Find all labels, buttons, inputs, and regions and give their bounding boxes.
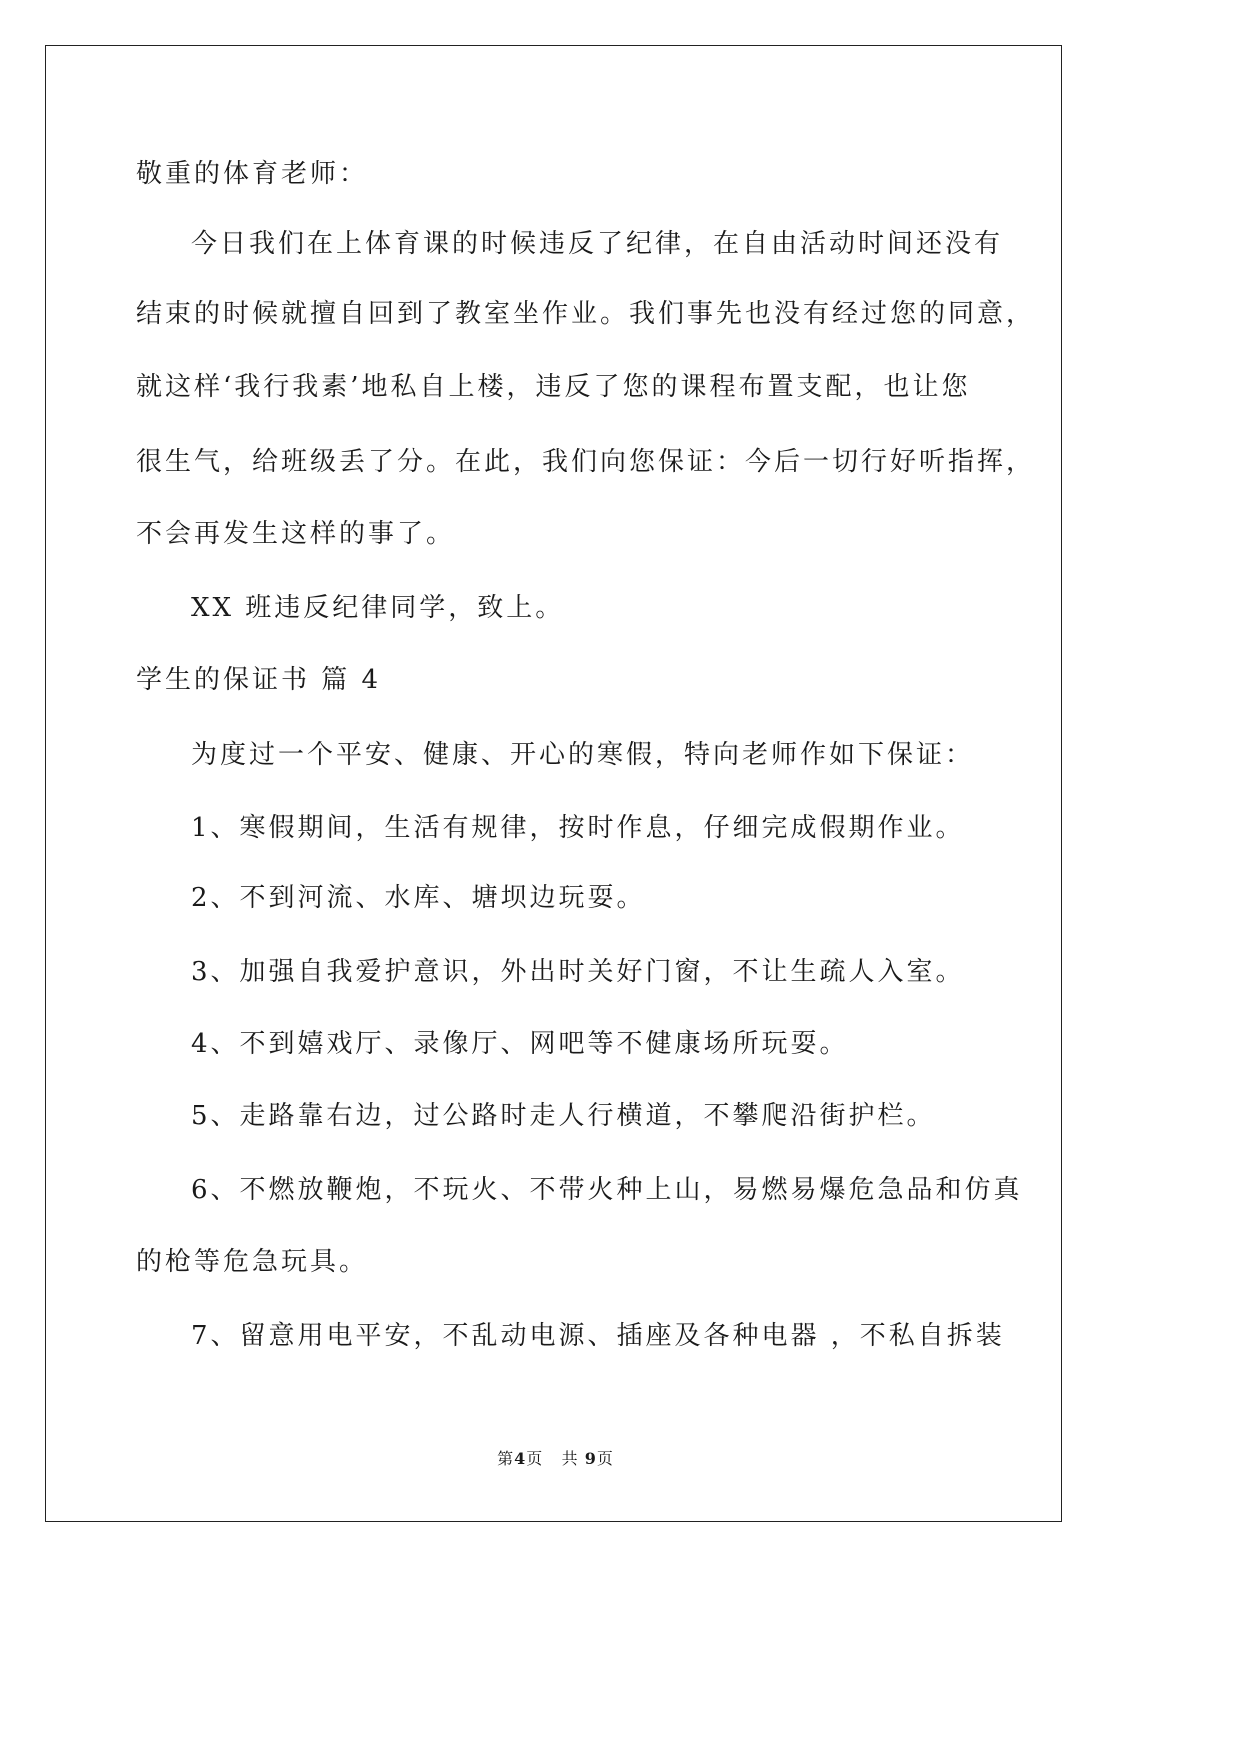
list-item: 3、加强自我爱护意识，外出时关好门窗，不让生疏人入室。 xyxy=(191,957,965,987)
paragraph-line: 今日我们在上体育课的时候违反了纪律，在自由活动时间还没有 xyxy=(191,229,1004,259)
salutation: 敬重的体育老师： xyxy=(136,159,369,189)
intro-line: 为度过一个平安、健康、开心的寒假，特向老师作如下保证： xyxy=(191,740,975,770)
page-suffix: 页 xyxy=(526,1449,544,1468)
total-suffix: 页 xyxy=(596,1449,614,1468)
signature-line: XX 班违反纪律同学，致上。 xyxy=(191,593,565,623)
paragraph-line: 不会再发生这样的事了。 xyxy=(136,519,456,549)
list-item-continuation: 的枪等危急玩具。 xyxy=(136,1247,369,1277)
list-item: 1、寒假期间，生活有规律，按时作息，仔细完成假期作业。 xyxy=(191,813,965,843)
list-item: 5、走路靠右边，过公路时走人行横道，不攀爬沿街护栏。 xyxy=(191,1101,936,1131)
page-border xyxy=(45,45,1062,1522)
page-prefix: 第 xyxy=(497,1449,515,1468)
paragraph-line: 结束的时候就擅自回到了教室坐作业。我们事先也没有经过您的同意， xyxy=(136,299,1036,329)
list-item: 2、不到河流、水库、塘坝边玩耍。 xyxy=(191,883,646,913)
total-pages: 9 xyxy=(584,1449,597,1468)
total-prefix: 共 xyxy=(561,1449,579,1468)
list-item: 7、留意用电平安，不乱动电源、插座及各种电器 ，不私自拆装 xyxy=(191,1321,1005,1351)
list-item: 4、不到嬉戏厅、录像厅、网吧等不健康场所玩耍。 xyxy=(191,1029,849,1059)
page-number: 4 xyxy=(514,1449,527,1468)
paragraph-line: 很生气，给班级丢了分。在此，我们向您保证：今后一切行好听指挥， xyxy=(136,447,1036,477)
page-footer xyxy=(0,1448,1111,1470)
section-title: 学生的保证书 篇 4 xyxy=(136,665,382,695)
paragraph-line: 就这样‘我行我素’地私自上楼，违反了您的课程布置支配，也让您 xyxy=(136,372,971,402)
list-item: 6、不燃放鞭炮，不玩火、不带火种上山，易燃易爆危急品和仿真 xyxy=(191,1175,1023,1205)
